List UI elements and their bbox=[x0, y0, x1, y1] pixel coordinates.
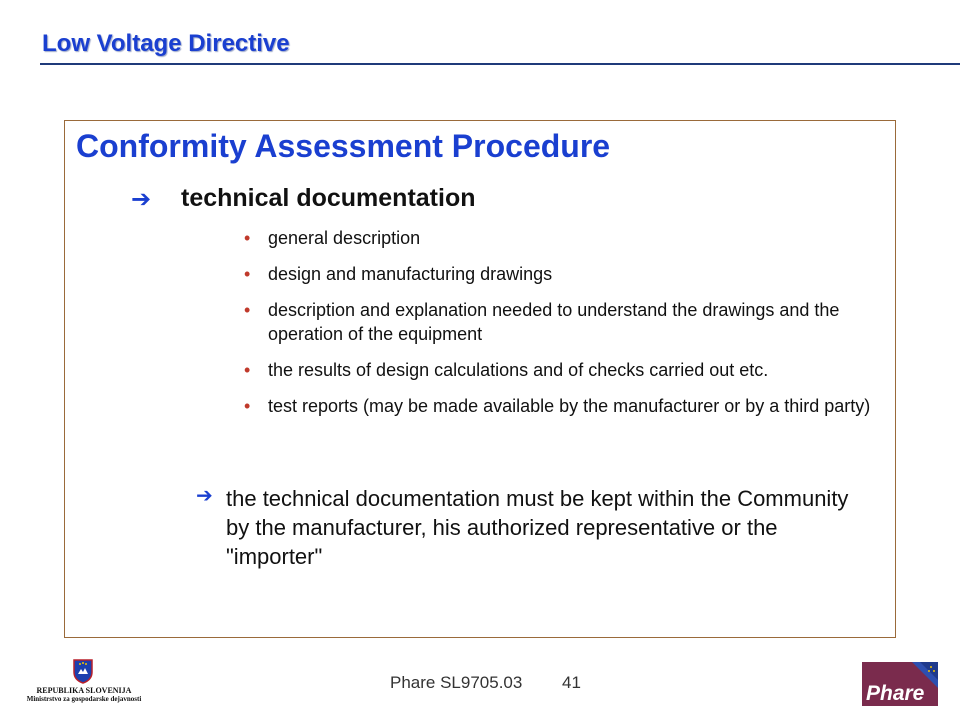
bullet-icon: • bbox=[244, 228, 251, 248]
ministry-department: Ministrstvo za gospodarske dejavnosti bbox=[26, 695, 142, 703]
list-item bbox=[244, 226, 880, 250]
subheading: technical documentation bbox=[181, 184, 476, 212]
phare-logo bbox=[862, 662, 938, 706]
list-item-text: description and explanation needed to understand the drawings and the operation of the equipment bbox=[268, 300, 840, 344]
list-item bbox=[244, 394, 880, 418]
bullet-icon: • bbox=[244, 360, 251, 380]
phare-logo-text: Phare bbox=[866, 682, 925, 705]
coat-of-arms-icon bbox=[72, 658, 94, 684]
right-arrow-icon: ➔ bbox=[131, 185, 152, 213]
bullet-icon: • bbox=[244, 300, 251, 320]
list-item-text: general description bbox=[268, 228, 421, 248]
section-heading: Conformity Assessment Procedure bbox=[76, 128, 611, 164]
list-item bbox=[244, 298, 880, 346]
header-divider bbox=[40, 63, 960, 65]
slide-title: Low Voltage Directive bbox=[42, 30, 290, 57]
list-item bbox=[244, 358, 880, 382]
page-number: 41 bbox=[562, 673, 581, 692]
list-item-text: test reports (may be made available by the manufacturer or by a third party) bbox=[268, 396, 871, 416]
list-item bbox=[244, 262, 880, 286]
list-item-text: the results of design calculations and of checks carried out etc. bbox=[268, 360, 769, 380]
note-text: the technical documentation must be kept within the Community by the manufacturer, his authorized representative or the "importer" bbox=[226, 486, 849, 569]
ministry-name bbox=[12, 686, 156, 704]
project-code: Phare SL9705.03 bbox=[390, 673, 523, 692]
bullet-icon: • bbox=[244, 264, 251, 284]
bullet-list bbox=[244, 226, 880, 430]
right-arrow-icon: ➔ bbox=[196, 483, 213, 507]
list-item-text: design and manufacturing drawings bbox=[268, 264, 553, 284]
bullet-icon: • bbox=[244, 396, 251, 416]
eu-stars-icon bbox=[912, 662, 938, 688]
ministry-country: REPUBLIKA SLOVENIJA bbox=[36, 686, 132, 695]
